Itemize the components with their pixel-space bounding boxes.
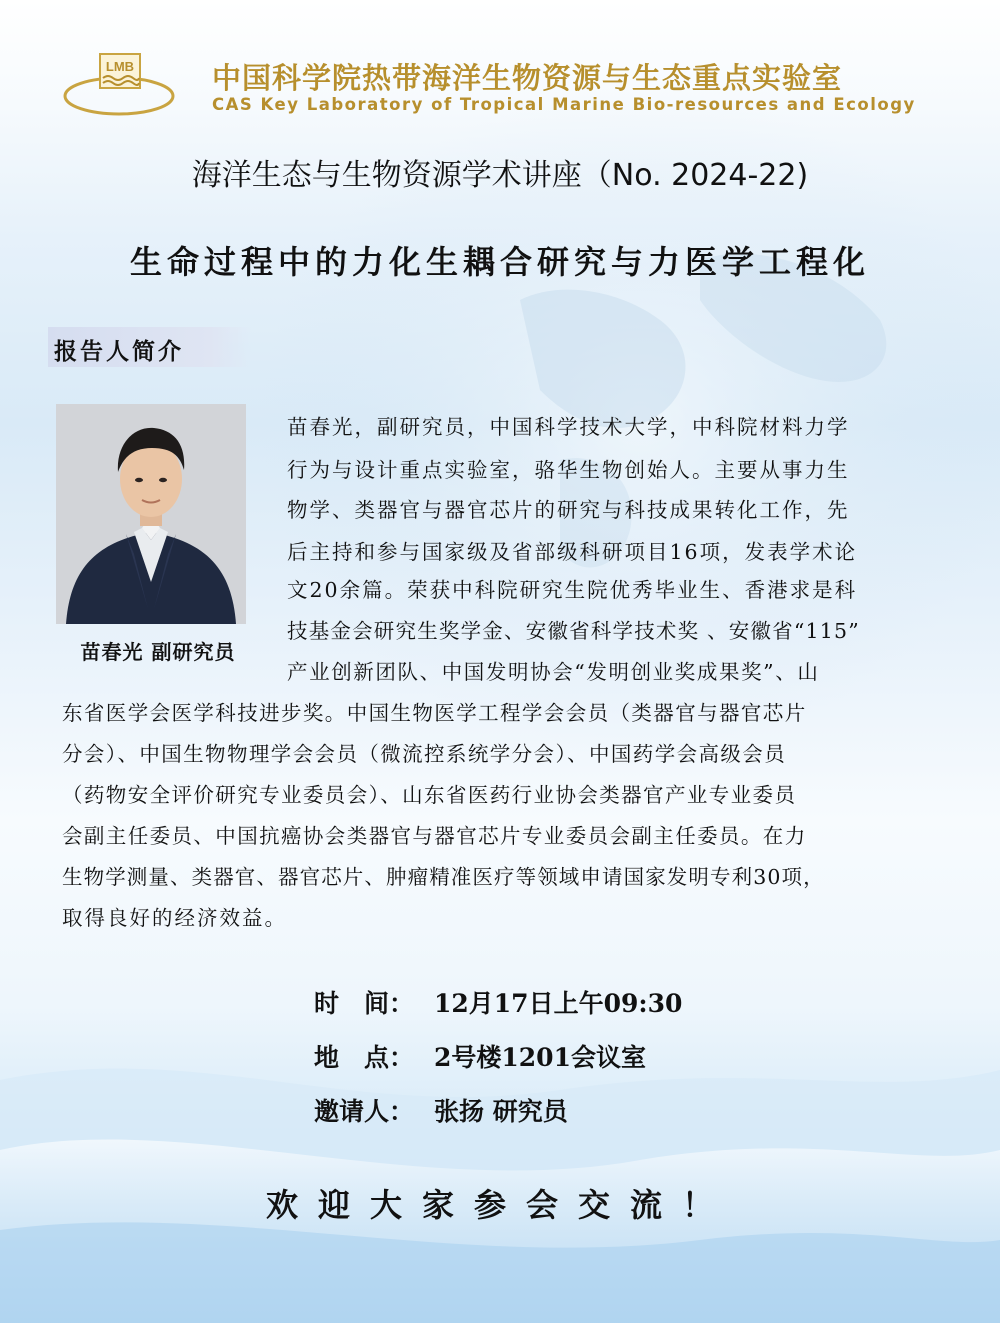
place-label: 地 点： xyxy=(314,1043,415,1072)
bio-line: 技基金会研究生奖学金、安徽省科学技术奖 、安徽省“115” xyxy=(287,619,860,643)
speaker-caption: 苗春光 副研究员 xyxy=(80,640,236,664)
time-value: 12月17日上午09:30 xyxy=(434,989,683,1018)
bio-line: 生物学测量、类器官、器官芯片、肿瘤精准医疗等领域申请国家发明专利30项， xyxy=(62,865,825,889)
bio-line: 后主持和参与国家级及省部级科研项目16项，发表学术论 xyxy=(287,540,858,564)
welcome-message: 欢迎大家参会交流！ xyxy=(265,1186,734,1224)
speaker-section-heading xyxy=(48,327,251,367)
lecture-title: 生命过程中的力化生耦合研究与力医学工程化 xyxy=(129,243,870,281)
bio-line: 物学、类器官与器官芯片的研究与科技成果转化工作，先 xyxy=(287,498,850,522)
bio-line: 东省医学会医学科技进步奖。中国生物医学工程学会会员（类器官与器官芯片 xyxy=(62,701,807,725)
lab-name-cn: 中国科学院热带海洋生物资源与生态重点实验室 xyxy=(212,61,843,95)
bio-line: 取得良好的经济效益。 xyxy=(62,906,287,930)
bio-line: 会副主任委员、中国抗癌协会类器官与器官芯片专业委员会副主任委员。在力 xyxy=(62,824,807,848)
bio-line: 文20余篇。荣获中科院研究生院优秀毕业生、香港求是科 xyxy=(287,578,858,602)
place-value: 2号楼1201会议室 xyxy=(434,1043,646,1072)
bio-line: （药物安全评价研究专业委员会）、山东省医药行业协会类器官产业专业委员 xyxy=(62,783,797,807)
event-host xyxy=(314,1092,568,1128)
svg-text:LMB: LMB xyxy=(105,59,135,74)
time-label: 时 间： xyxy=(314,989,415,1018)
lab-name-en: CAS Key Laboratory of Tropical Marine Bio-resources and Ecology xyxy=(212,95,916,114)
lab-logo xyxy=(60,48,178,118)
bio-line: 苗春光，副研究员，中国科学技术大学，中科院材料力学 xyxy=(287,415,850,439)
bio-line: 分会）、中国生物物理学会会员（微流控系统学分会）、中国药学会高级会员 xyxy=(62,742,787,766)
bio-line: 行为与设计重点实验室，骆华生物创始人。主要从事力生 xyxy=(287,458,850,482)
host-value: 张扬 研究员 xyxy=(434,1097,568,1126)
speaker-section-label: 报告人简介 xyxy=(54,338,184,365)
bio-line: 产业创新团队、中国发明协会“发明创业奖成果奖”、山 xyxy=(287,660,820,684)
event-time xyxy=(314,984,682,1020)
lecture-series: 海洋生态与生物资源学术讲座（No. 2024-22) xyxy=(191,158,809,193)
speaker-photo xyxy=(56,404,246,624)
host-label: 邀请人： xyxy=(314,1097,415,1126)
event-place xyxy=(314,1038,646,1074)
